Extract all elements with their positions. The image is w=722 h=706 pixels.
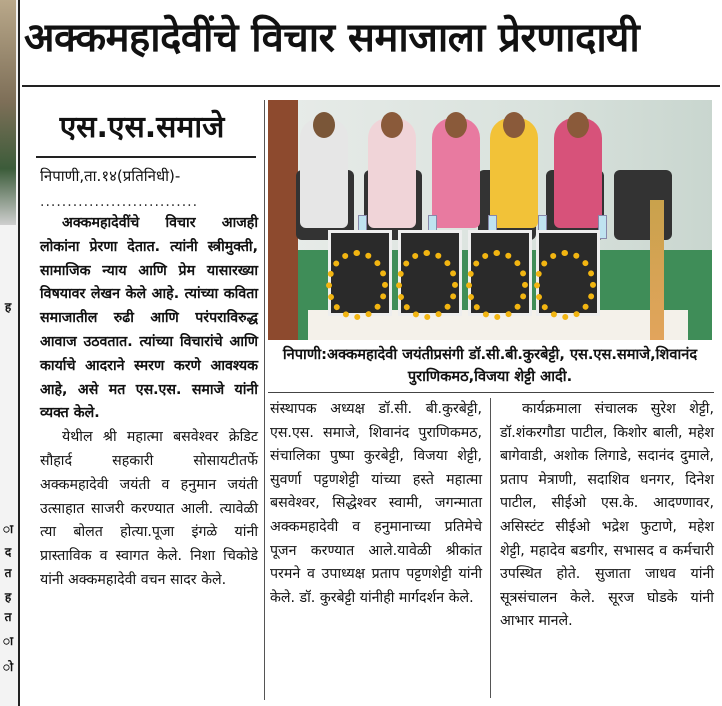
strip-char: ह [4, 300, 12, 314]
strip-char: ह [4, 590, 12, 604]
dateline: निपाणी,ता.१४(प्रतिनिधी)- [40, 167, 181, 185]
dotted-separator: ····························· [40, 198, 199, 214]
article-column-3 [500, 398, 714, 634]
adjacent-photo-fragment [0, 0, 16, 225]
strip-char: त [4, 566, 12, 580]
article-paragraph: कार्यक्रमाला संचालक सुरेश शेट्टी, डॉ.शंकरगौडा पाटील, किशोर बाली, महेश बागेवाडी, अशोक लिगाडे, सदानंद दुमाले, प्रताप मेत्राणी, सदाशिव धनगर, दिनेश पाटील, सीईओ एस.के. आदण्णावर, असिस्टंट सीईओ भद्रेश फुटाणे, महेश शेट्टी, महादेव बडगीर, सभासद व कर्मचारी उपस्थित होते. सुजाता जाधव यांनी सूत्रसंचालन केले. सूरज घोडके यांनी आभार मानले. [500, 401, 714, 630]
strip-char: द [4, 545, 12, 559]
event-photo [268, 100, 712, 340]
strip-char: ा [2, 634, 14, 648]
caption-rule [268, 392, 714, 393]
column-divider [264, 100, 265, 700]
article-paragraph: अक्कमहादेवींचे विचार आजही लोकांना प्रेरणा देतात. त्यांनी स्त्रीमुक्ती, सामाजिक न्याय आणि प्रेम यासारख्या विषयावर लेखन केले आहे. त्यांच्या कविता समाजातील रुढी आणि परंपराविरुद्ध आवाज उठवतात. त्यांच्या विचारांचे आणि कार्याचे आदराने स्मरण करणे आवश्यक आहे, असे मत एस.एस. समाजे यांनी व्यक्त केले. [40, 215, 258, 422]
article-paragraph: येथील श्री महात्मा बसवेश्वर क्रेडिट सौहार्द सहकारी सोसायटीतर्फे अक्कमहादेवी जयंती व हनुमान जयंती उत्साहात साजरी करण्यात आली. त्यावेळी त्या बोलत होत्या.पूजा इंगळे यांनी प्रास्ताविक व स्वागत केले. निशा चिकोडे यांनी अक्कमहादेवी वचन सादर केले. [40, 429, 258, 588]
headline: अक्कमहादेवींचे विचार समाजाला प्रेरणादायी [24, 15, 640, 61]
byline: एस.एस.समाजे [59, 110, 225, 145]
adjacent-article-strip [0, 0, 20, 706]
article-paragraph: संस्थापक अध्यक्ष डॉ.सी. बी.कुरबेट्टी, एस.एस. समाजे, शिवानंद पुराणिकमठ, संचालिका पुष्पा कुरबेट्टी, विजया शेट्टी, सुवर्णा पट्टणशेट्टी यांच्या हस्ते महात्मा बसवेश्वर, सिद्धेश्वर स्वामी, जगन्माता अक्कमहादेवी व हनुमानाच्या प्रतिमेचे पूजन करण्यात आले.यावेळी श्रीकांत परमने व उपाध्यक्ष प्रताप पट्टणशेट्टी यांनी केले. डॉ. कुरबेट्टी यांनीही मार्गदर्शन केले. [270, 401, 482, 606]
strip-char: त [4, 610, 12, 624]
article-column-1 [40, 212, 258, 593]
headline-rule [22, 85, 720, 87]
photo-caption: निपाणी:अक्कमहादेवी जयंतीप्रसंगी डॉ.सी.बी.कुरबेट्टी, एस.एस.समाजे,शिवानंद पुराणिकमठ,विजया शेट्टी आदी. [282, 346, 698, 385]
article-column-2 [270, 398, 482, 610]
byline-rule [36, 156, 256, 158]
column-divider [490, 398, 491, 698]
strip-char: ा [2, 522, 14, 536]
strip-char: ो [2, 660, 14, 674]
